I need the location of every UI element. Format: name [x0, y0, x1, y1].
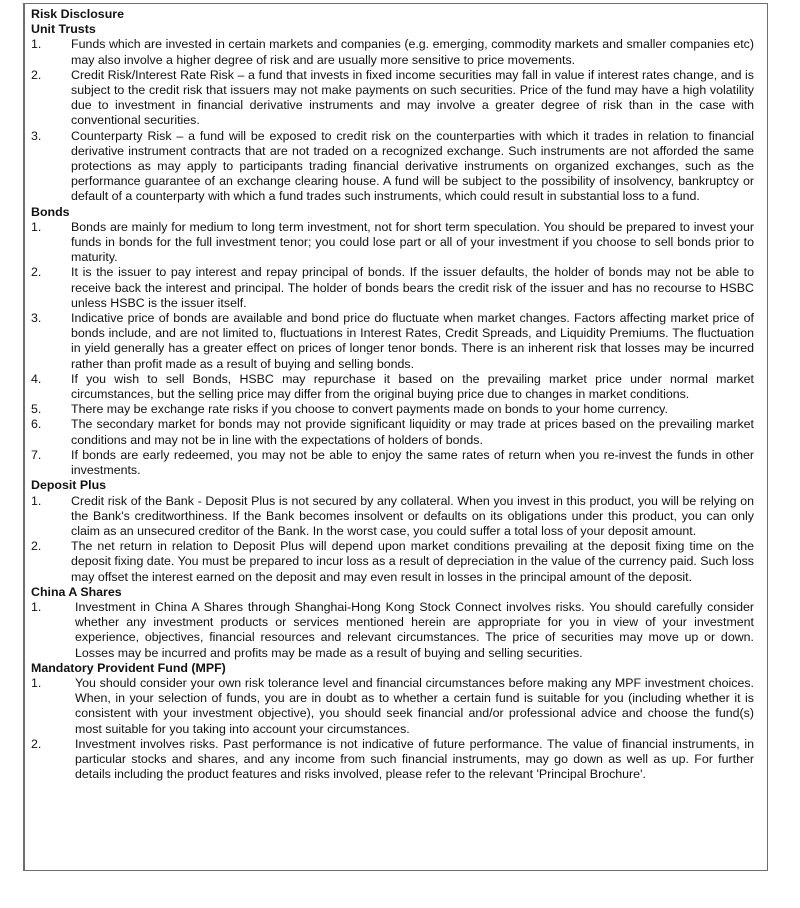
section-unit-trusts: [31, 22, 754, 204]
section-heading: Bonds: [31, 204, 70, 219]
item-text: Bonds are mainly for medium to long term investment, not for short term speculation. You should be prepared to invest your funds in bonds for the full investment tenor; you could lose part or all of your investment if you choose to sell bonds prior to maturity.: [71, 219, 754, 265]
list-item: [31, 402, 754, 417]
item-number: 2.: [31, 539, 42, 554]
section-heading: Unit Trusts: [31, 22, 96, 37]
item-text: It is the issuer to pay interest and repay principal of bonds. If the issuer defaults, the holder of bonds may not be able to receive back the interest and principal. The holder of bonds bears the credit risk of the issuer and has no recourse to HSBC unless HSBC is the issuer itself.: [71, 265, 754, 310]
item-number: 1.: [31, 599, 42, 614]
list-item: [31, 311, 754, 372]
list-item: [31, 68, 754, 129]
item-text: The net return in relation to Deposit Plus will depend upon market conditions prevailing at the deposit fixing time on the deposit fixing date. You must be prepared to incur loss as a result of depreciation in the value of the currency paid. Such loss may offset the interest earned on the deposit and may even result in losses in the principal amount of the deposit.: [71, 539, 754, 584]
item-text: There may be exchange rate risks if you choose to convert payments made on bonds to your home currency.: [71, 402, 668, 417]
item-number: 2.: [31, 67, 42, 82]
list-item: [31, 220, 754, 266]
item-text: Investment involves risks. Past performance is not indicative of future performance. The value of financial instruments, in particular stocks and shares, and any income from such financial instruments, may go down as well as up. For further details including the product features and risks involved, please refer to the relevant 'Principal Brochure'.: [75, 736, 754, 782]
item-number: 4.: [31, 371, 42, 386]
item-text: You should consider your own risk tolerance level and financial circumstances before making any MPF investment choices. When, in your selection of funds, you are in doubt as to whether a certain fund is suitable for you (including whether it is consistent with your investment objective), you should seek financial and/or professional advice and choose the fund(s) most suitable for you taking into account your circumstances.: [75, 675, 754, 736]
item-number: 1.: [31, 37, 42, 52]
list-item: [31, 417, 754, 447]
section-heading: Mandatory Provident Fund (MPF): [31, 660, 226, 675]
list-item: [31, 676, 754, 737]
risk-disclosure-box: [23, 3, 768, 871]
item-number: 7.: [31, 447, 42, 462]
list-item: [31, 737, 754, 783]
section-heading: China A Shares: [31, 584, 122, 599]
item-text: The secondary market for bonds may not provide significant liquidity or may trade at prices based on the prevailing market conditions and may not be in line with the expectations of holders of bonds.: [71, 417, 754, 447]
list-item: [31, 539, 754, 585]
section-bonds: [31, 205, 754, 479]
item-number: 1.: [31, 493, 42, 508]
item-text: Credit risk of the Bank - Deposit Plus is not secured by any collateral. When you invest in this product, you will be relying on the Bank's creditworthiness. If the Bank becomes insolvent or defaults on its obligations under this product, you can only claim as an unsecured creditor of the Bank. In the worst case, you could suffer a total loss of your deposit amount.: [71, 493, 754, 538]
item-number: 1.: [31, 219, 42, 234]
item-text: Credit Risk/Interest Rate Risk – a fund that invests in fixed income securities may fall in value if interest rates change, and is subject to the credit risk that issuers may not make payments on such securities. Price of the fund may have a high volatility due to investment in financial derivative instruments and may involve a greater degree of risk than in the case with conventional securities.: [71, 67, 754, 128]
item-number: 1.: [31, 675, 42, 690]
item-text: Counterparty Risk – a fund will be exposed to credit risk on the counterparties with which it trades in relation to financial derivative instrument contracts that are not traded on a recognized exchange. Such instruments are not afforded the same protections as may apply to participants trading financial derivative instruments on organized exchanges, such as the performance guarantee of an exchange clearing house. A fund will be subject to the possibility of insolvency, bankruptcy or default of a counterparty with which a fund trades such instruments, which could result in substantial loss to a fund.: [71, 128, 754, 204]
item-text: Indicative price of bonds are available and bond price do fluctuate when market changes. Factors affecting market price of bonds include, and are not limited to, fluctuations in Interest Rates, Credit Spreads, and Liquidity Premiums. The fluctuation in yield generally has a greater effect on prices of longer tenor bonds. There is an inherent risk that losses may be incurred rather than profit made as a result of buying and selling bonds.: [71, 311, 754, 371]
section-heading: Deposit Plus: [31, 478, 107, 493]
list-item: [31, 265, 754, 311]
list-item: [31, 37, 754, 67]
item-text: If you wish to sell Bonds, HSBC may repurchase it based on the prevailing market price under normal market circumstances, but the selling price may differ from the original buying price due to changes in market conditions.: [71, 371, 754, 402]
section-mpf: [31, 661, 754, 783]
item-number: 2.: [31, 265, 42, 280]
item-number: 5.: [31, 402, 42, 417]
item-number: 3.: [31, 128, 42, 143]
list-item: [31, 600, 754, 661]
item-text: If bonds are early redeemed, you may not be able to enjoy the same rates of return when you re-invest the funds in other investments.: [71, 447, 754, 478]
item-text: Funds which are invested in certain markets and companies (e.g. emerging, commodity markets and smaller companies etc) may also involve a higher degree of risk and are usually more sensitive to price movements.: [71, 37, 754, 67]
section-deposit-plus: [31, 478, 754, 584]
list-item: [31, 129, 754, 205]
item-number: 3.: [31, 311, 42, 326]
item-number: 6.: [31, 417, 42, 432]
item-number: 2.: [31, 736, 42, 751]
list-item: [31, 448, 754, 478]
section-china-a-shares: [31, 585, 754, 661]
document-title: Risk Disclosure: [31, 7, 124, 21]
list-item: [31, 372, 754, 402]
list-item: [31, 494, 754, 540]
item-text: Investment in China A Shares through Shanghai-Hong Kong Stock Connect involves risks. You should carefully consider whether any investment products or services mentioned herein are appropriate for you in view of your investment experience, objectives, financial resources and relevant circumstances. The price of securities may move up or down. Losses may be incurred and profits may be made as a result of buying and selling securities.: [75, 599, 754, 660]
